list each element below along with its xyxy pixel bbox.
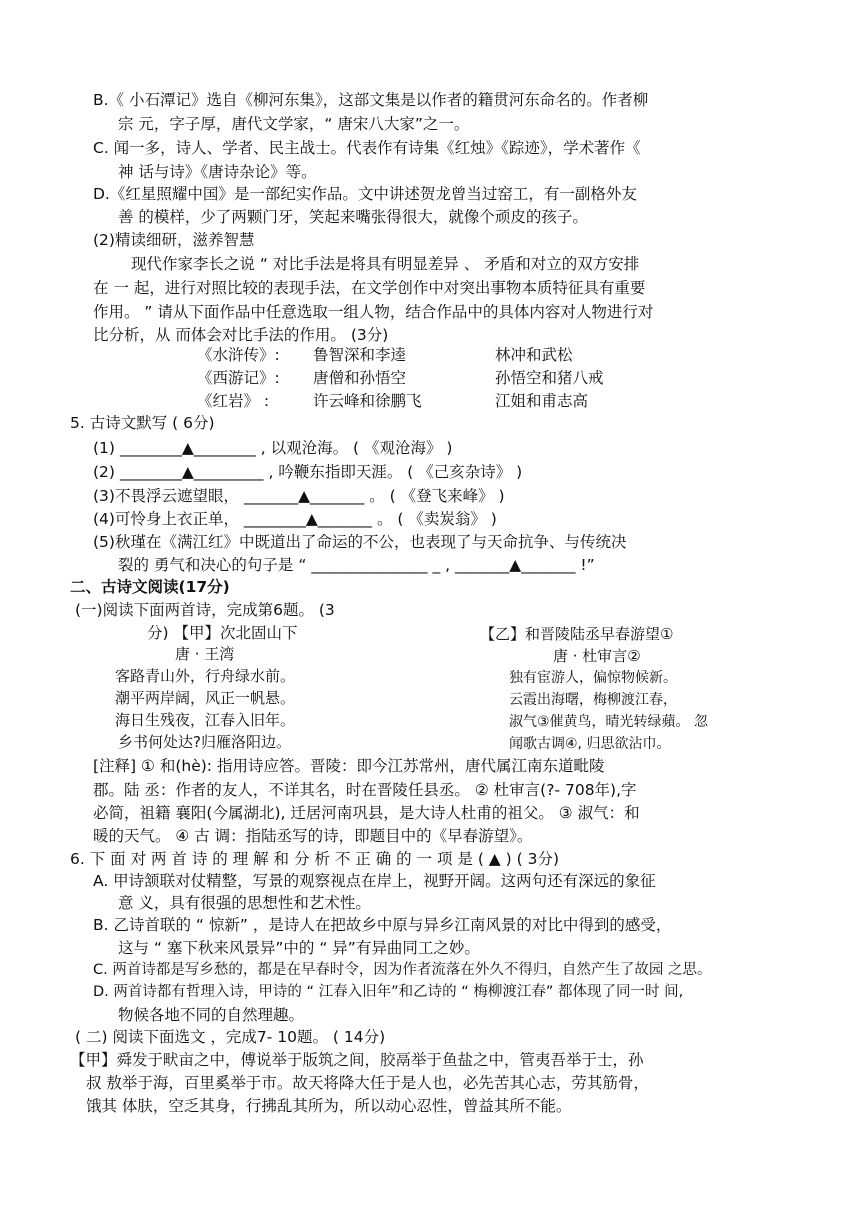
q4-part2-heading: (2)精读细研，滋养智慧 (93, 231, 255, 249)
q5-blank-5-line2: 裂的 勇气和决心的句子是 “ _______________ _ , _______▲_______ !” (118, 556, 595, 574)
works-row-pair: 鲁智深和李逵 (313, 346, 407, 364)
q5-blank-4: (4)可怜身上衣正单， ________▲_______ 。 ( 《卖炭翁》 ) (93, 510, 497, 528)
q4-part2-para-line3: 作用。 ” 请从下面作品中任意选取一组人物，结合作品中的具体内容对人物进行对 (93, 303, 654, 321)
works-row-pair: 林冲和武松 (495, 346, 573, 364)
poem-b-line: 闻歌古调④, 归思欲沾巾。 (509, 736, 671, 752)
works-row-pair: 许云峰和徐鹏飞 (313, 392, 422, 410)
q4-option-c-line1: C. 闻一多，诗人、学者、民主战士。代表作有诗集《红烛》《踪迹》，学术著作《 (93, 139, 641, 157)
q5-blank-5-line1: (5)秋瑾在《满江红》中既道出了命运的不公，也表现了与天命抗争、与传统决 (93, 533, 627, 551)
q6-option-b-line1: B. 乙诗首联的 “ 惊新” ，是诗人在把故乡中原与异乡江南风景的对比中得到的感受， (93, 916, 672, 934)
q5-blank-3: (3)不畏浮云遮望眼， _______▲_______ 。 ( 《登飞来峰》 ) (93, 487, 505, 505)
poem-b-line: 独有宦游人，偏惊物候新。 (509, 670, 677, 686)
works-row-pair: 江姐和甫志高 (495, 392, 589, 410)
poem-b-title: 【乙】和晋陵陆丞早春游望① (480, 625, 674, 643)
q6-option-c: C. 两首诗都是写乡愁的，都是在早春时令，因为作者流落在外久不得归，自然产生了故园 之思。 (93, 962, 712, 978)
works-row-pair: 孙悟空和猪八戒 (495, 369, 604, 387)
q5-title: 5. 古诗文默写 ( 6分) (70, 414, 215, 432)
annotation-line: 暖的天气。 ④ 古 调：指陆丞写的诗，即题目中的《早春游望》。 (93, 827, 533, 845)
q4-part2-para-line1: 现代作家李长之说 “ 对比手法是将具有明显差异 、 矛盾和对立的双方安排 (131, 255, 640, 273)
q4-option-b-line1: B.《 小石潭记》选自《柳河东集》，这部文集是以作者的籍贯河东命名的。作者柳 (93, 91, 649, 109)
annotation-line: [注释] ① 和(hè): 指用诗应答。晋陵：即今江苏常州，唐代属江南东道毗陵 (93, 757, 605, 775)
subsection-1-intro: (一)阅读下面两首诗，完成第6题。 (3 (75, 601, 335, 619)
q4-part2-para-line4: 比分析，从 而体会对比手法的作用。 (3分) (93, 326, 389, 344)
poem-a-line: 海日生残夜，江春入旧年。 (115, 711, 296, 729)
poem-a-line: 客路青山外，行舟绿水前。 (115, 667, 296, 685)
q4-option-d-line2: 善 的模样，少了两颗门牙，笑起来嘴张得很大，就像个顽皮的孩子。 (118, 208, 588, 226)
annotation-line: 郡。陆 丞：作者的友人，不详其名，时在晋陵任县丞。 ② 杜审言(?- 708年),字 (93, 781, 637, 799)
poem-a-line: 潮平两岸阔，风正一帆悬。 (115, 689, 296, 707)
works-row-book: 《红岩》 : (197, 392, 270, 410)
works-row-book: 《水浒传》: (197, 346, 280, 364)
q4-option-b-line2: 宗 元，字子厚，唐代文学家，“ 唐宋八大家”之一。 (118, 115, 470, 133)
passage-jia-line3: 饿其 体肤，空乏其身，行拂乱其所为，所以动心忍性，曾益其所不能。 (86, 1097, 572, 1115)
passage-jia-line1: 【甲】舜发于畎亩之中，傅说举于版筑之间，胶鬲举于鱼盐之中，管夷吾举于士，孙 (70, 1051, 644, 1069)
q5-blank-2: (2) ________▲_________ , 吟鞭东指即天涯。 ( 《己亥杂诗》 ) (93, 463, 523, 481)
poem-a-line: 乡书何处达?归雁洛阳边。 (118, 733, 291, 751)
poem-b-line: 淑气③催黄鸟，晴光转绿蘋。 忽 (509, 714, 709, 730)
q6-option-b-line2: 这与 “ 塞下秋来风景异”中的 “ 异”有异曲同工之妙。 (118, 939, 480, 957)
q6-option-d-line2: 物候各地不同的自然理趣。 (118, 1006, 305, 1024)
annotation-line: 必简，祖籍 襄阳(今属湖北), 迁居河南巩县，是大诗人杜甫的祖父。 ③ 淑气：和 (93, 804, 640, 822)
poem-b-author: 唐 · 杜审言② (553, 647, 641, 665)
passage-jia-line2: 叔 敖举于海，百里奚举于市。故天将降大任于是人也，必先苦其心志，劳其筋骨， (86, 1074, 649, 1092)
poem-a-title: 分) 【甲】次北固山下 (147, 624, 298, 642)
q6-option-a-line1: A. 甲诗颔联对仗精整，写景的观察视点在岸上，视野开阔。这两句还有深远的象征 (93, 872, 656, 890)
q6-option-a-line2: 意 义，具有很强的思想性和艺术性。 (118, 894, 371, 912)
works-row-pair: 唐僧和孙悟空 (313, 369, 407, 387)
q4-option-d-line1: D.《红星照耀中国》是一部纪实作品。文中讲述贺龙曾当过窑工，有一副格外友 (93, 185, 637, 203)
section-2-title: 二、古诗文阅读(17分) (70, 578, 230, 596)
poem-b-line: 云霞出海曙，梅柳渡江春， (509, 692, 677, 708)
q6-stem: 6. 下 面 对 两 首 诗 的 理 解 和 分 析 不 正 确 的 一 项 是 ( ▲ ) ( 3分) (70, 850, 560, 868)
q5-blank-1: (1) ________▲________ , 以观沧海。 ( 《观沧海》 ) (93, 439, 453, 457)
q4-part2-para-line2: 在 一 起，进行对照比较的表现手法，在文学创作中对突出事物本质特征具有重要 (93, 279, 646, 297)
works-row-book: 《西游记》: (197, 369, 280, 387)
subsection-2-title: ( 二) 阅读下面选文 ，完成7- 10题。 ( 14分) (75, 1028, 386, 1046)
q6-option-d-line1: D. 两首诗都有哲理入诗，甲诗的 “ 江春入旧年”和乙诗的 “ 梅柳渡江春” 都体现了同一时 间, (93, 984, 684, 1000)
poem-a-author: 唐 · 王湾 (175, 645, 235, 663)
q4-option-c-line2: 神 话与诗》《唐诗杂论》等。 (118, 163, 317, 181)
